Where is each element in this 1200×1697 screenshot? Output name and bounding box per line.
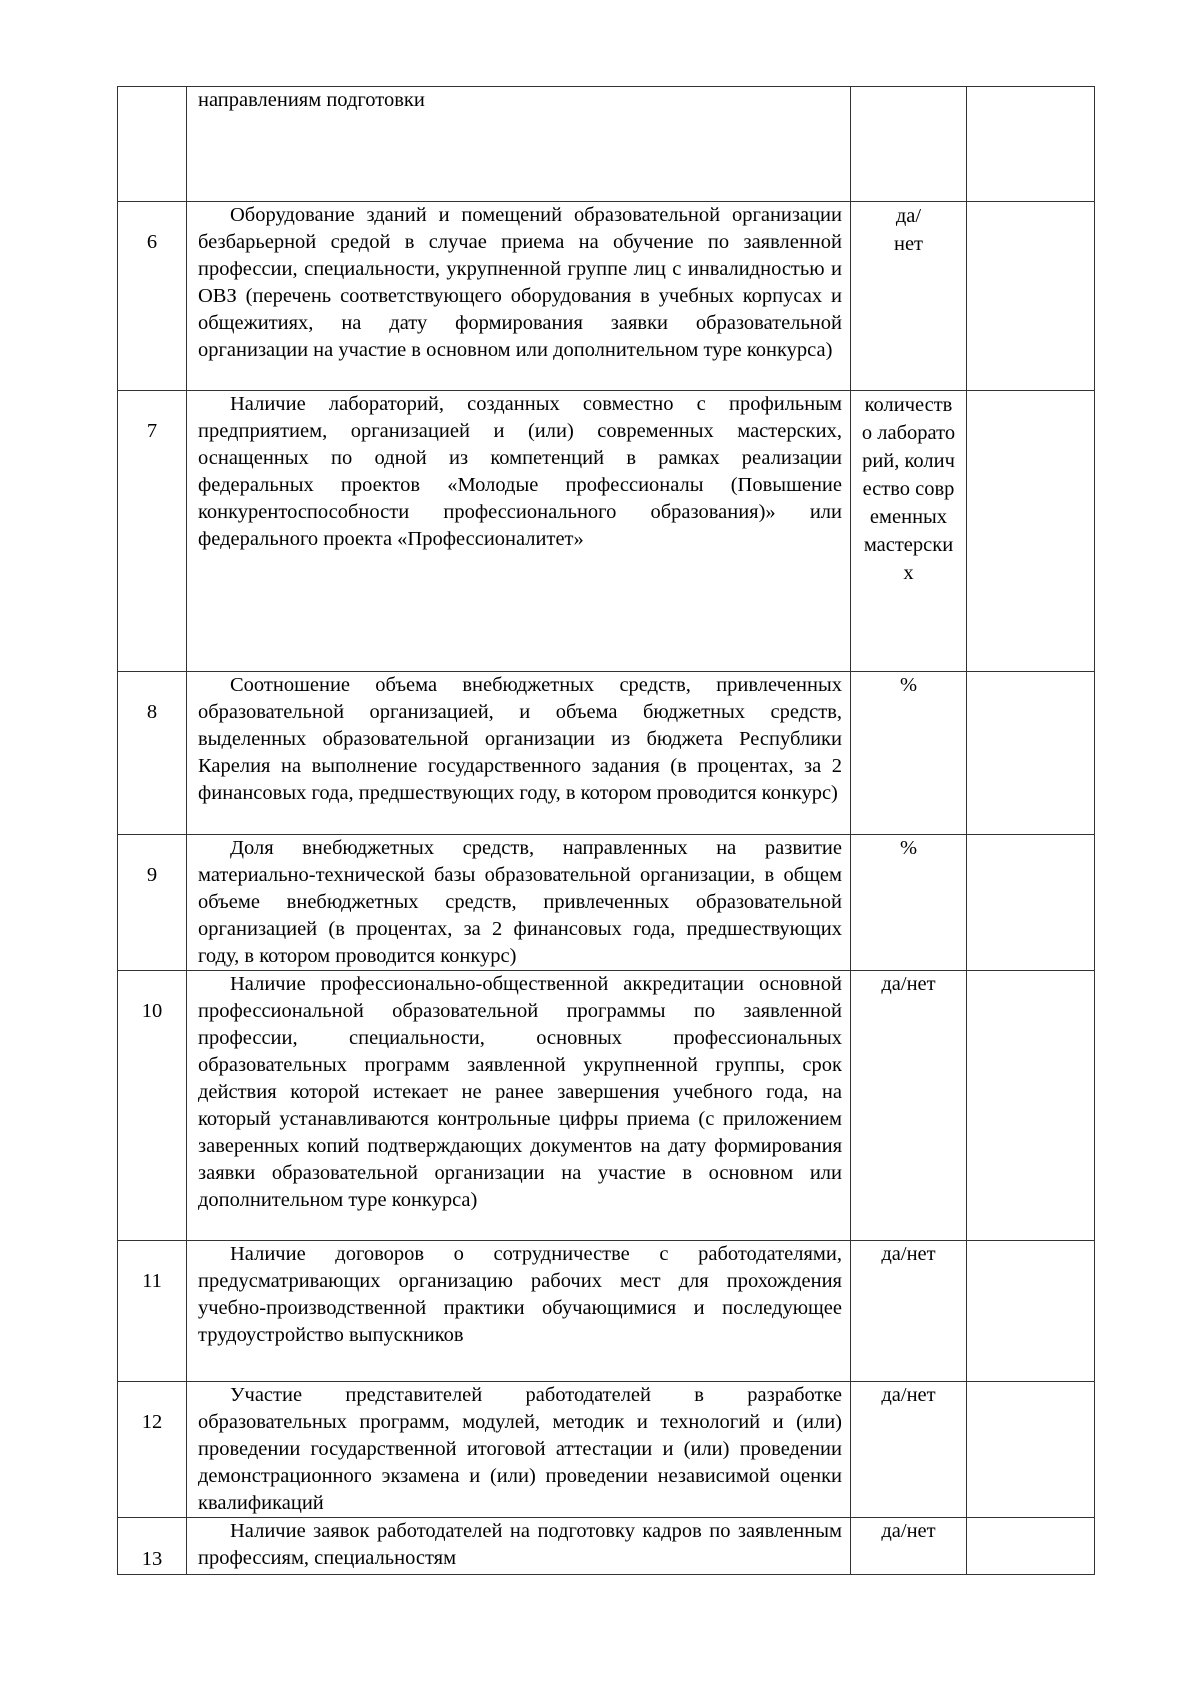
table-row	[118, 971, 1095, 1241]
criterion-text: Наличие лабораторий, созданных совместно с профильным предприятием, организацией и (или) современных мастерских, оснащенных по одной из компетенций в рамках реализации федеральных проектов «Молодые профессионалы (Повышение конкурентоспособности профессионального образования)» или федерального проекта «Профессионалитет»	[198, 393, 842, 550]
unit-text: %	[899, 837, 918, 859]
criterion-cell	[187, 672, 851, 835]
value-cell	[967, 202, 1095, 391]
row-number: 7	[146, 420, 158, 442]
row-number-cell	[118, 391, 187, 672]
row-number-cell	[118, 1241, 187, 1382]
criterion-text: направлениям подготовки	[198, 89, 425, 111]
table-row	[118, 1518, 1095, 1575]
row-number: 9	[146, 864, 158, 886]
unit-text: да/нет	[881, 1384, 936, 1406]
criterion-cell	[187, 971, 851, 1241]
value-cell	[967, 391, 1095, 672]
criterion-cell	[187, 202, 851, 391]
unit-cell	[851, 672, 967, 835]
value-cell	[967, 1382, 1095, 1518]
row-number-cell	[118, 672, 187, 835]
row-number	[118, 87, 186, 114]
row-number-cell	[118, 87, 187, 202]
criterion-cell	[187, 87, 851, 202]
table-row	[118, 1382, 1095, 1518]
unit-cell	[851, 1518, 967, 1575]
row-number: 12	[141, 1411, 163, 1433]
row-number-cell	[118, 835, 187, 971]
criterion-text: Наличие договоров о сотрудничестве с работодателями, предусматривающих организацию рабочих мест для прохождения учебно-производственной практики обучающимися и последующее трудоустройство выпускников	[198, 1243, 842, 1346]
row-number-cell	[118, 1518, 187, 1575]
unit-cell	[851, 835, 967, 971]
criterion-cell	[187, 1382, 851, 1518]
value-cell	[967, 835, 1095, 971]
unit-text: да/нет	[881, 973, 936, 995]
row-number: 10	[141, 1000, 163, 1022]
criterion-text: Наличие профессионально-общественной аккредитации основной профессиональной образовательной программы по заявленной профессии, специальности, основных профессиональных образовательных программ заявленной укрупненной группы, срок действия которой истекает не ранее завершения учебного года, на который устанавливаются контрольные цифры приема (с приложением заверенных копий подтверждающих документов на дату формирования заявки образовательной организации на участие в основном или дополнительном туре конкурса)	[198, 973, 842, 1211]
unit-text: да/нет	[881, 1520, 936, 1542]
unit-text: да/ нет	[893, 205, 924, 255]
unit-cell	[851, 202, 967, 391]
criterion-cell	[187, 391, 851, 672]
table-row	[118, 202, 1095, 391]
criterion-cell	[187, 1241, 851, 1382]
criterion-text: Соотношение объема внебюджетных средств, привлеченных образовательной организацией, и объема бюджетных средств, выделенных образовательной организации из бюджета Республики Карелия на выполнение государственного задания (в процентах, за 2 финансовых года, предшествующих году, в котором проводится конкурс)	[198, 674, 842, 804]
criterion-text: Оборудование зданий и помещений образовательной организации безбарьерной средой в случае приема на обучение по заявленной профессии, специальности, укрупненной группе лиц с инвалидностью и ОВЗ (перечень соответствующего оборудования в учебных корпусах и общежитиях, на дату формирования заявки образовательной организации на участие в основном или дополнительном туре конкурса)	[198, 204, 842, 361]
row-number: 6	[146, 231, 158, 253]
table-row	[118, 835, 1095, 971]
criterion-cell	[187, 1518, 851, 1575]
unit-text: %	[899, 674, 918, 696]
unit-cell	[851, 1382, 967, 1518]
row-number: 11	[142, 1270, 162, 1292]
table-row	[118, 1241, 1095, 1382]
unit-text: да/нет	[881, 1243, 936, 1265]
row-number-cell	[118, 1382, 187, 1518]
row-number-cell	[118, 202, 187, 391]
unit-cell	[851, 1241, 967, 1382]
value-cell	[967, 87, 1095, 202]
table-row	[118, 672, 1095, 835]
value-cell	[967, 971, 1095, 1241]
unit-text: количество лабораторий, количество современных мастерских	[861, 394, 956, 584]
row-number: 13	[141, 1548, 163, 1570]
row-number: 8	[146, 701, 158, 723]
unit-cell	[851, 971, 967, 1241]
criterion-cell	[187, 835, 851, 971]
table-row	[118, 391, 1095, 672]
value-cell	[967, 672, 1095, 835]
unit-cell	[851, 87, 967, 202]
value-cell	[967, 1518, 1095, 1575]
criteria-table	[117, 86, 1095, 1575]
criterion-text: Доля внебюджетных средств, направленных на развитие материально-технической базы образовательной организации, в общем объеме внебюджетных средств, привлеченных образовательной организацией (в процентах, за 2 финансовых года, предшествующих году, в котором проводится конкурс)	[198, 837, 842, 967]
table-row	[118, 87, 1095, 202]
criterion-text: Наличие заявок работодателей на подготовку кадров по заявленным профессиям, специальностям	[198, 1520, 842, 1569]
criterion-text: Участие представителей работодателей в разработке образовательных программ, модулей, методик и технологий и (или) проведении государственной итоговой аттестации и (или) проведении демонстрационного экзамена и (или) проведении независимой оценки квалификаций	[198, 1384, 842, 1514]
row-number-cell	[118, 971, 187, 1241]
unit-cell	[851, 391, 967, 672]
value-cell	[967, 1241, 1095, 1382]
